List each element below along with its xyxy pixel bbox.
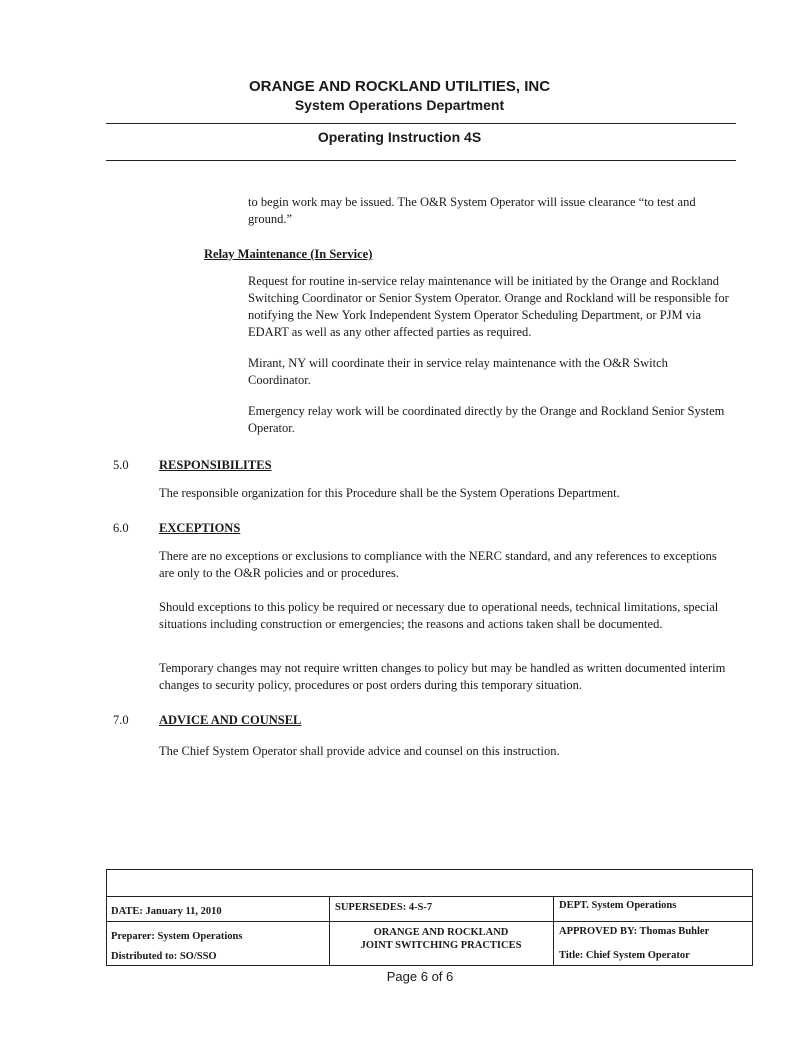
footer-supersedes: SUPERSEDES: 4-S-7	[335, 902, 433, 913]
footer-row-divider	[107, 921, 752, 922]
section-title: EXCEPTIONS	[159, 521, 241, 535]
footer-preparer: Preparer: System Operations	[111, 931, 243, 942]
section-paragraph: There are no exceptions or exclusions to compliance with the NERC standard, and any references to exceptions are only to the O&R policies and or procedures.	[159, 549, 717, 580]
footer-col-divider	[553, 896, 554, 965]
section-title: ADVICE AND COUNSEL	[159, 713, 302, 727]
footer-table	[106, 869, 753, 966]
footer-practices-line2: JOINT SWITCHING PRACTICES	[360, 940, 522, 951]
header-rule-top	[106, 123, 736, 124]
company-name: ORANGE AND ROCKLAND UTILITIES, INC	[248, 78, 551, 95]
footer-date: DATE: January 11, 2010	[111, 906, 222, 917]
header-rule-bottom	[106, 160, 736, 161]
section-paragraph: The Chief System Operator shall provide advice and counsel on this instruction.	[159, 744, 560, 758]
footer-distributed: Distributed to: SO/SSO	[111, 951, 217, 962]
footer-approved: APPROVED BY: Thomas Buhler	[559, 926, 710, 937]
intro-paragraph: to begin work may be issued. The O&R System Operator will issue clearance “to test and ground.”	[248, 195, 696, 226]
section-paragraph: The responsible organization for this Procedure shall be the System Operations Department.	[159, 486, 620, 500]
page-number: Page 6 of 6	[386, 969, 454, 984]
relay-paragraph: Mirant, NY will coordinate their in service relay maintenance with the O&R Switch Coordinator.	[248, 356, 668, 387]
relay-heading: Relay Maintenance (In Service)	[204, 247, 373, 261]
department-name: System Operations Department	[294, 97, 505, 113]
footer-row-divider	[107, 896, 752, 897]
instruction-title: Operating Instruction 4S	[317, 129, 482, 145]
relay-paragraph: Emergency relay work will be coordinated directly by the Orange and Rockland Senior System Operator.	[248, 404, 725, 435]
relay-paragraph: Request for routine in-service relay maintenance will be initiated by the Orange and Rockland Switching Coordinator or Senior System Operator. Orange and Rockland will be responsible for notifying the New York Independent System Operator Scheduling Department, or PJM via EDART as well as any other affected parties as required.	[248, 274, 729, 339]
footer-dept: DEPT. System Operations	[559, 900, 677, 911]
section-title: RESPONSIBILITES	[159, 458, 272, 472]
section-paragraph: Should exceptions to this policy be required or necessary due to operational needs, technical limitations, special situations including construction or emergencies; the reasons and actions taken shall be documented.	[159, 600, 719, 631]
footer-title: Title: Chief System Operator	[559, 950, 690, 961]
section-number: 7.0	[113, 713, 129, 727]
section-number: 6.0	[113, 521, 129, 535]
footer-practices-line1: ORANGE AND ROCKLAND	[373, 927, 509, 938]
section-number: 5.0	[113, 458, 129, 472]
section-paragraph: Temporary changes may not require written changes to policy but may be handled as written documented interim changes to security policy, procedures or post orders during this temporary situation.	[159, 661, 726, 692]
